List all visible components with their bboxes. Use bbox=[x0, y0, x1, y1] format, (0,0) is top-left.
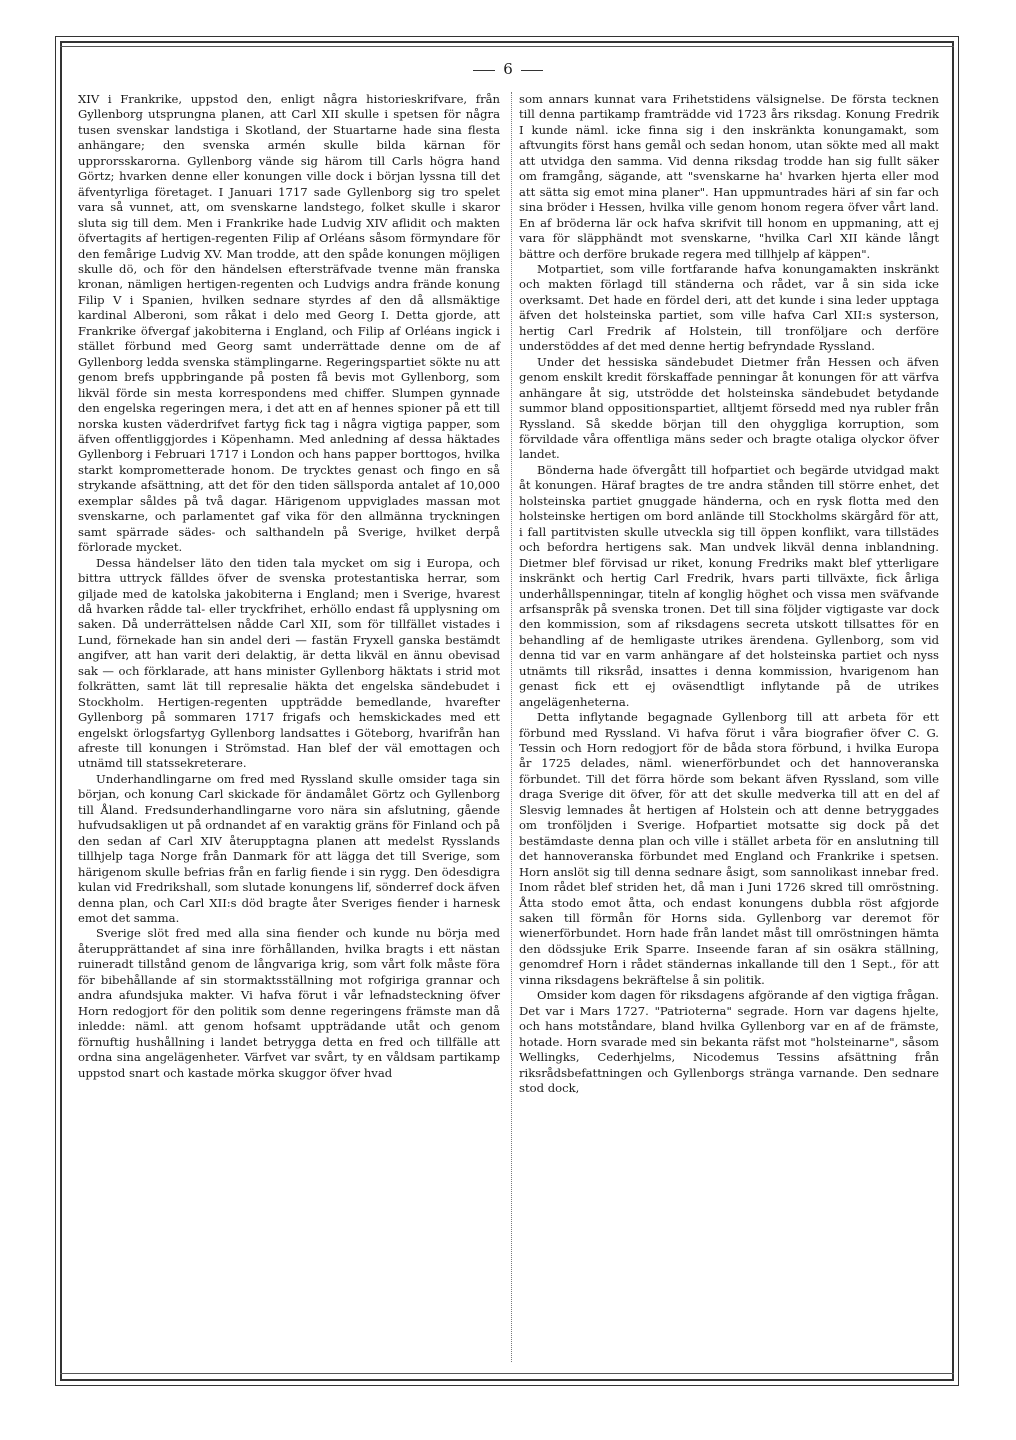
right-paragraph-1: som annars kunnat vara Frihetstidens välsignelse. De första tecknen till denna partikamp framträdde vid 1723 års riksdag. Konung Fredrik I kunde näml. icke finna sig i den inskränkta konungamakt, som aftvungits först hans gemål och sedan honom, utan sökte med all makt att utvidga den samma. Vid denna riksdag trodde han sig fullt säker om framgång, sägande, att "svenskarne ha' hvarken hjerta eller mod att sätta sig emot mina planer". Han uppmuntrades häri af sin far och sina bröder i Hessen, hvilka ville genom honom regera öfver vårt land. En af bröderna lär ock hafva skrifvit till honom en uppmaning, att ej vara för släpphändt mot svenskarne, "hvilka Carl XII kände långt bättre och derföre brukade regera med tillhjelp af käppen". bbox=[519, 92, 939, 261]
left-column bbox=[78, 92, 500, 1081]
bottom-rule bbox=[60, 1373, 954, 1374]
page-number-dash-left bbox=[473, 70, 495, 71]
left-paragraph-3: Underhandlingarne om fred med Ryssland skulle omsider taga sin början, och konung Carl skickade för ändamålet Görtz och Gyllenborg till Åland. Fredsunderhandlingarne voro nära sin afslutning, gående hufvudsakligen ut på ordnandet af en varaktig gräns för Finland och på den sedan af Carl XIV återupptagna planen att medelst Rysslands tillhjelp taga Norge från Danmark för att lägga det till Sverige, som härigenom skulle befrias från en farlig fiende i sin rygg. Den ödesdigra kulan vid Fredrikshall, som slutade konungens lif, sönderref dock äfven denna plan, och Carl XII:s död bragte åter Sveriges fiender i harnesk emot det samma. bbox=[78, 771, 500, 926]
right-column bbox=[519, 92, 939, 1096]
right-paragraph-4: Bönderna hade öfvergått till hofpartiet och begärde utvidgad makt åt konungen. Häraf bragtes de tre andra stånden till större enhet, det holsteinska partiet gnuggade händerna, och en rysk flotta med den holsteinske hertigen om bord anlände till Stockholms skärgård för att, i fall partitvisten skulle utveckla sig till öppen konflikt, vara tillstädes och befordra hertigens sak. Man undvek likväl denna inblandning. Dietmer blef förvisad ur riket, konung Fredriks makt blef ytterligare inskränkt och hertig Carl Fredrik, hvars parti tillväxte, fick årliga underhållspenningar, titeln af konglig höghet och vissa men sväfvande arfsanspråk på svenska tronen. Det till sina följder vigtigaste var dock den kommission, som af riksdagens secreta utskott tillsattes för en behandling af de hemligaste utrikes ärendena. Gyllenborg, som vid denna tid var en varm anhängare af det holsteinska partiet och nyss utnämts till riksråd, insattes i denna kommission, hvarigenom han genast fick ett ej oväsendtligt inflytande på de utrikes angelägenheterna. bbox=[519, 462, 939, 709]
page-number: 6 bbox=[503, 60, 513, 78]
right-paragraph-2: Motpartiet, som ville fortfarande hafva konungamakten inskränkt och makten förlagd till ständerna och rådet, var å sin sida icke overksamt. Det hade en fördel deri, att det kunde i sina leder upptaga äfven det holsteinska partiet, som ville hafva Carl XII:s systerson, hertig Carl Fredrik af Holstein, till tronföljare och derföre understöddes af det med denne hertig befryndade Ryssland. bbox=[519, 261, 939, 354]
page-number-line bbox=[0, 60, 1016, 78]
left-paragraph-2: Dessa händelser läto den tiden tala mycket om sig i Europa, och bittra uttryck fälldes öfver de svenska protestantiska herrar, som giljade med de katolska jakobiterna i England; men i Sverige, hvarest då hvarken rådde tal- eller tryckfrihet, erhöllo endast få upplysning om saken. Då underrättelsen nådde Carl XII, som för tillfället vistades i Lund, förnekade han sin andel deri — fastän Fryxell ganska bestämdt angifver, att han varit deri delaktig, är detta likväl en ännu obevisad sak — och förklarade, att hans minister Gyllenborg häktats i strid mot folkrätten, samt lät till represalie häkta det engelska sändebudet i Stockholm. Hertigen-regenten uppträdde bemedlande, hvarefter Gyllenborg på sommaren 1717 frigafs och hemskickades med ett engelskt örlogsfartyg Gyllenborg landsattes i Göteborg, hvarifrån han afreste till konungen i Strömstad. Han blef der väl emottagen och utnämd till statssekreterare. bbox=[78, 555, 500, 771]
top-rule bbox=[60, 46, 954, 47]
column-divider bbox=[511, 92, 512, 1362]
right-paragraph-5: Detta inflytande begagnade Gyllenborg till att arbeta för ett förbund med Ryssland. Vi hafva förut i våra biografier öfver C. G. Tessin och Horn redogjort för de båda stora förbund, i hvilka Europa år 1725 delades, näml. wienerförbundet och det hannoveranska förbundet. Till det förra hörde som bekant äfven Ryssland, som ville draga Sverige dit öfver, för att det skulle medverka till att en del af Slesvig lemnades åt hertigen af Holstein och att denne betryggades om tronföljden i Sverige. Hofpartiet motsatte sig dock på det bestämdaste denna plan och ville i stället arbeta för en anslutning till det hannoveranska förbundet med England och Frankrike i spetsen. Horn anslöt sig till denna sednare åsigt, som sannolikast innebar fred. Inom rådet blef striden het, då man i Juni 1726 skred till omröstning. Åtta stodo emot åtta, och endast konungens dubbla röst afgjorde saken till förmån för Horns sida. Gyllenborg var deremot för wienerförbundet. Horn hade från landet måst till omröstningen hämta den dödssjuke Erik Sparre. Inseende faran af sin osäkra ställning, genomdref Horn i rådet ständernas inkallande till den 1 Sept., för att vinna riksdagens bekräftelse å sin politik. bbox=[519, 710, 939, 987]
left-paragraph-1: XIV i Frankrike, uppstod den, enligt några historieskrifvare, från Gyllenborg utsprungna planen, att Carl XII skulle i spetsen för några tusen svenskar landstiga i Skotland, der Stuartarne hade sina flesta anhängare; den svenska armén skulle bilda kärnan för upprorsskarorna. Gyllenborg vände sig härom till Carls högra hand Görtz; hvarken denne eller konungen ville dock i början lyssna till det äfventyrliga företaget. I Januari 1717 sade Gyllenborg sig tro spelet vara så vunnet, att, om svenskarne landstego, folket skulle i skaror sluta sig till dem. Men i Frankrike hade Ludvig XIV aflidit och makten öfvertagits af hertigen-regenten Filip af Orléans såsom förmyndare för den femårige Ludvig XV. Man trodde, att den spåde konungen möjligen skulle dö, och för den händelsen eftersträfvade tvenne män franska kronan, nämligen hertigen-regenten och Ludvigs andra frände konung Filip V i Spanien, hvilken sednare styrdes af den då allsmäktige kardinal Alberoni, som råkat i delo med Georg I. Detta gjorde, att Frankrike öfvergaf jakobiterna i England, och Filip af Orléans ingick i stället förbund med Georg samt underrättade denne om de af Gyllenborg ledda svenska stämplingarne. Regeringspartiet sökte nu att genom brefs uppbringande på posten få bevis mot Gyllenborg, som likväl förde sin mesta korrespondens med chiffer. Slumpen gynnade den engelska regeringen mera, i det att en af hennes spioner på ett till norska kusten väderdrifvet fartyg fick tag i några vigtiga papper, som äfven offentliggjordes i Köpenhamn. Med anledning af dessa häktades Gyllenborg i Februari 1717 i London och hans papper borttogos, hvilka starkt komprometterade honom. De trycktes genast och fingo en så strykande afsättning, att det för den tiden sällsporda antalet af 10,000 exemplar såldes på två dagar. Härigenom uppviglades massan mot svenskarne, och parlamentet gaf vika för den allmänna tryckningen samt spärrade sädes- och salthandeln på Sverige, hvilket derpå förlorade mycket. bbox=[78, 92, 500, 555]
right-paragraph-6: Omsider kom dagen för riksdagens afgörande af den vigtiga frågan. Det var i Mars 1727. "Patrioterna" segrade. Horn var dagens hjelte, och hans motståndare, bland hvilka Gyllenborg var en af de främste, hotade. Horn svarade med sin bekanta räfst mot "holsteinarne", såsom Wellingks, Cederhjelms, Nicodemus Tessins afsättning från riksrådsbefattningen och Gyllenborgs stränga varnande. Den sednare stod dock, bbox=[519, 988, 939, 1095]
left-paragraph-4: Sverige slöt fred med alla sina fiender och kunde nu börja med återupprättandet af sina inre förhållanden, hvilka bragts i ett nästan ruineradt tillstånd genom de långvariga krig, som vårt folk måste föra för bibehållande af sin stormaktsställning mot rofgiriga grannar och andra afundsjuka makter. Vi hafva förut i vår lefnadsteckning öfver Horn redogjort för den politik som denne regeringens främste man då inledde: näml. att genom hofsamt uppträdande utåt och genom förnuftig hushållning i landet betrygga detta en fred och tillfälle att ordna sina angelägenheter. Värfvet var svårt, ty en våldsam partikamp uppstod snart och kastade mörka skuggor öfver hvad bbox=[78, 926, 500, 1080]
right-paragraph-3: Under det hessiska sändebudet Dietmer från Hessen och äfven genom enskilt kredit förskaffade penningar åt konungen för att värfva anhängare åt sig, utströdde det holsteinska sändebudet betydande summor bland oppositionspartiet, alltjemt försedd med nya rubler från Ryssland. Så skedde början till den ohyggliga korruption, som förvildade våra offentliga mäns seder och bragte otaliga olyckor öfver landet. bbox=[519, 354, 939, 462]
page-number-dash-right bbox=[521, 70, 543, 71]
